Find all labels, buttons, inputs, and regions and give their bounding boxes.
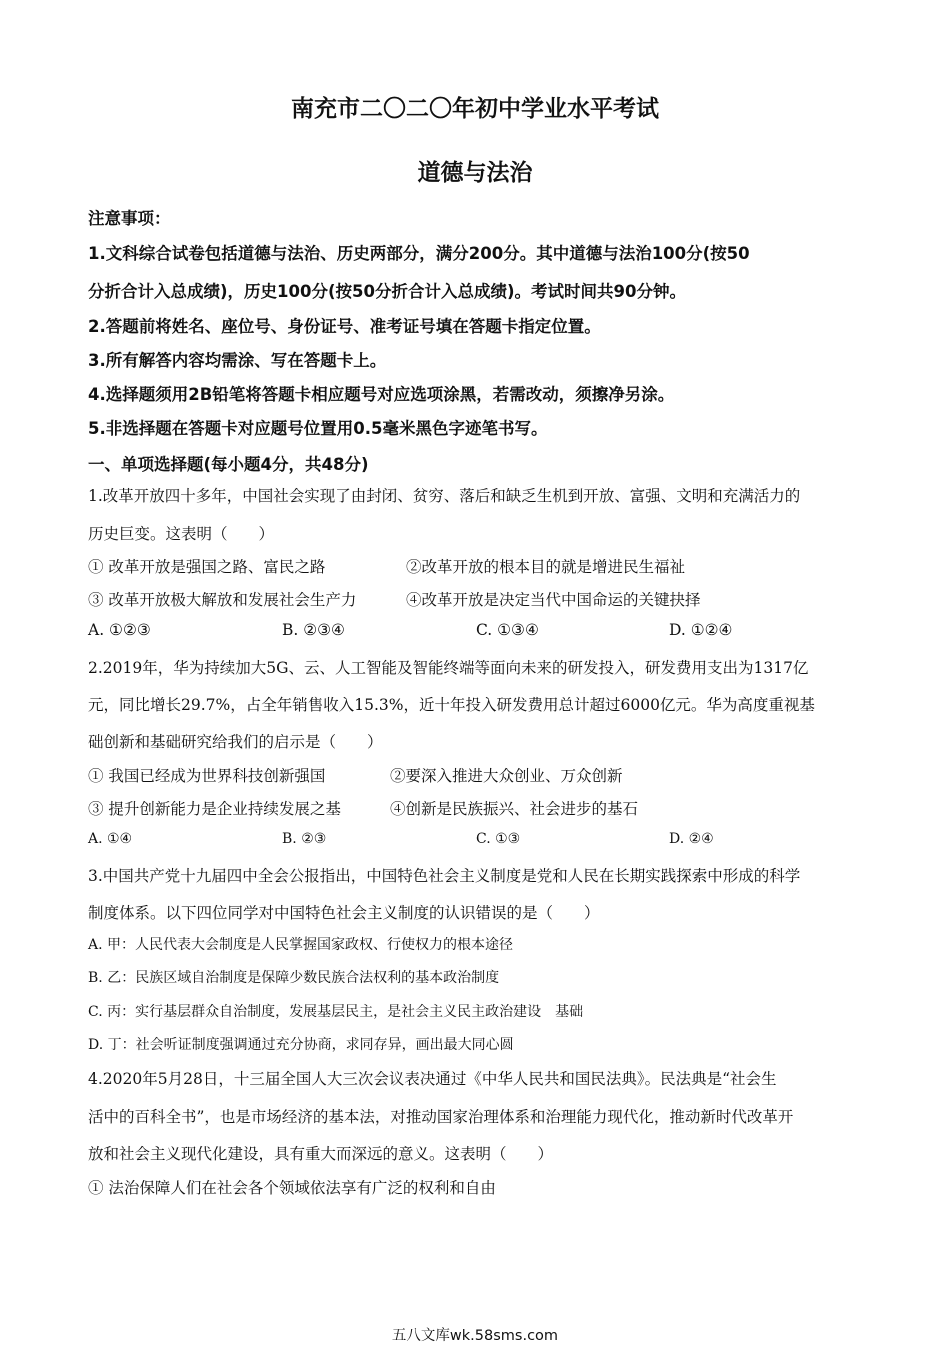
question-3-text: 3.中国共产党十九届四中全会公报指出，中国特色社会主义制度是党和人民在长期实践探索中形成的科学 <box>88 867 801 885</box>
q1-option-a: A. ①②③ <box>88 621 151 639</box>
section-heading: 一、单项选择题(每小题4分，共48分) <box>88 455 369 474</box>
q2-option-a: A. ①④ <box>88 831 133 847</box>
q2-option-d: D. ②④ <box>669 831 714 847</box>
q2-statement: ④创新是民族振兴、社会进步的基石 <box>390 800 639 818</box>
exam-title: 南充市二〇二〇年初中学业水平考试 <box>291 96 659 122</box>
question-1-text: 历史巨变。这表明（ ） <box>88 525 275 543</box>
q2-statement: ②要深入推进大众创业、万众创新 <box>390 767 623 785</box>
q1-option-c: C. ①③④ <box>476 621 539 639</box>
notice-heading: 注意事项： <box>88 209 171 228</box>
notice-item: 5.非选择题在答题卡对应题号位置用0.5毫米黑色字迹笔书写。 <box>88 419 548 438</box>
question-2-text: 2.2019年，华为持续加大5G、云、人工智能及智能终端等面向未来的研发投入，研发费用支出为1317亿 <box>88 659 809 677</box>
q1-statement: ③ 改革开放极大解放和发展社会生产力 <box>88 591 357 609</box>
question-1-text: 1.改革开放四十多年，中国社会实现了由封闭、贫穷、落后和缺乏生机到开放、富强、文明和充满活力的 <box>88 487 801 505</box>
q3-option-c: C. 丙：实行基层群众自治制度，发展基层民主，是社会主义民主政治建设 基础 <box>88 1004 584 1020</box>
question-4-text: 4.2020年5月28日，十三届全国人大三次会议表决通过《中华人民共和国民法典》。民法典是“社会生 <box>88 1070 777 1088</box>
q4-statement: ① 法治保障人们在社会各个领域依法享有广泛的权利和自由 <box>88 1179 496 1197</box>
q2-statement: ③ 提升创新能力是企业持续发展之基 <box>88 800 341 818</box>
q1-statement: ① 改革开放是强国之路、富民之路 <box>88 558 326 576</box>
notice-item: 2.答题前将姓名、座位号、身份证号、准考证号填在答题卡指定位置。 <box>88 317 601 336</box>
notice-item: 3.所有解答内容均需涂、写在答题卡上。 <box>88 351 387 370</box>
notice-item: 1.文科综合试卷包括道德与法治、历史两部分，满分200分。其中道德与法治100分(按50 <box>88 244 750 263</box>
q1-statement: ②改革开放的根本目的就是增进民生福祉 <box>406 558 686 576</box>
question-4-text: 放和社会主义现代化建设，具有重大而深远的意义。这表明（ ） <box>88 1145 554 1163</box>
q3-option-d: D. 丁：社会听证制度强调通过充分协商，求同存异，画出最大同心圆 <box>88 1037 514 1053</box>
question-2-text: 元，同比增长29.7%，占全年销售收入15.3%，近十年投入研发费用总计超过6000亿元。华为高度重视基 <box>88 696 815 714</box>
question-2-text: 础创新和基础研究给我们的启示是（ ） <box>88 733 383 751</box>
notice-item: 4.选择题须用2B铅笔将答题卡相应题号对应选项涂黑，若需改动，须擦净另涂。 <box>88 385 675 404</box>
q1-option-b: B. ②③④ <box>282 621 345 639</box>
footer-watermark: 五八文库wk.58sms.com <box>391 1328 559 1344</box>
q1-statement: ④改革开放是决定当代中国命运的关键抉择 <box>406 591 701 609</box>
subject-title: 道德与法治 <box>417 160 533 186</box>
q2-option-c: C. ①③ <box>476 831 521 847</box>
q3-option-b: B. 乙：民族区域自治制度是保障少数民族合法权利的基本政治制度 <box>88 970 500 986</box>
q2-option-b: B. ②③ <box>282 831 327 847</box>
question-3-text: 制度体系。以下四位同学对中国特色社会主义制度的认识错误的是（ ） <box>88 904 600 922</box>
question-4-text: 活中的百科全书”，也是市场经济的基本法，对推动国家治理体系和治理能力现代化，推动新时代改革开 <box>88 1108 794 1126</box>
q2-statement: ① 我国已经成为世界科技创新强国 <box>88 767 326 785</box>
q1-option-d: D. ①②④ <box>669 621 733 639</box>
q3-option-a: A. 甲：人民代表大会制度是人民掌握国家政权、行使权力的根本途径 <box>88 937 514 953</box>
notice-item: 分折合计入总成绩)，历史100分(按50分折合计入总成绩)。考试时间共90分钟。 <box>88 282 686 301</box>
